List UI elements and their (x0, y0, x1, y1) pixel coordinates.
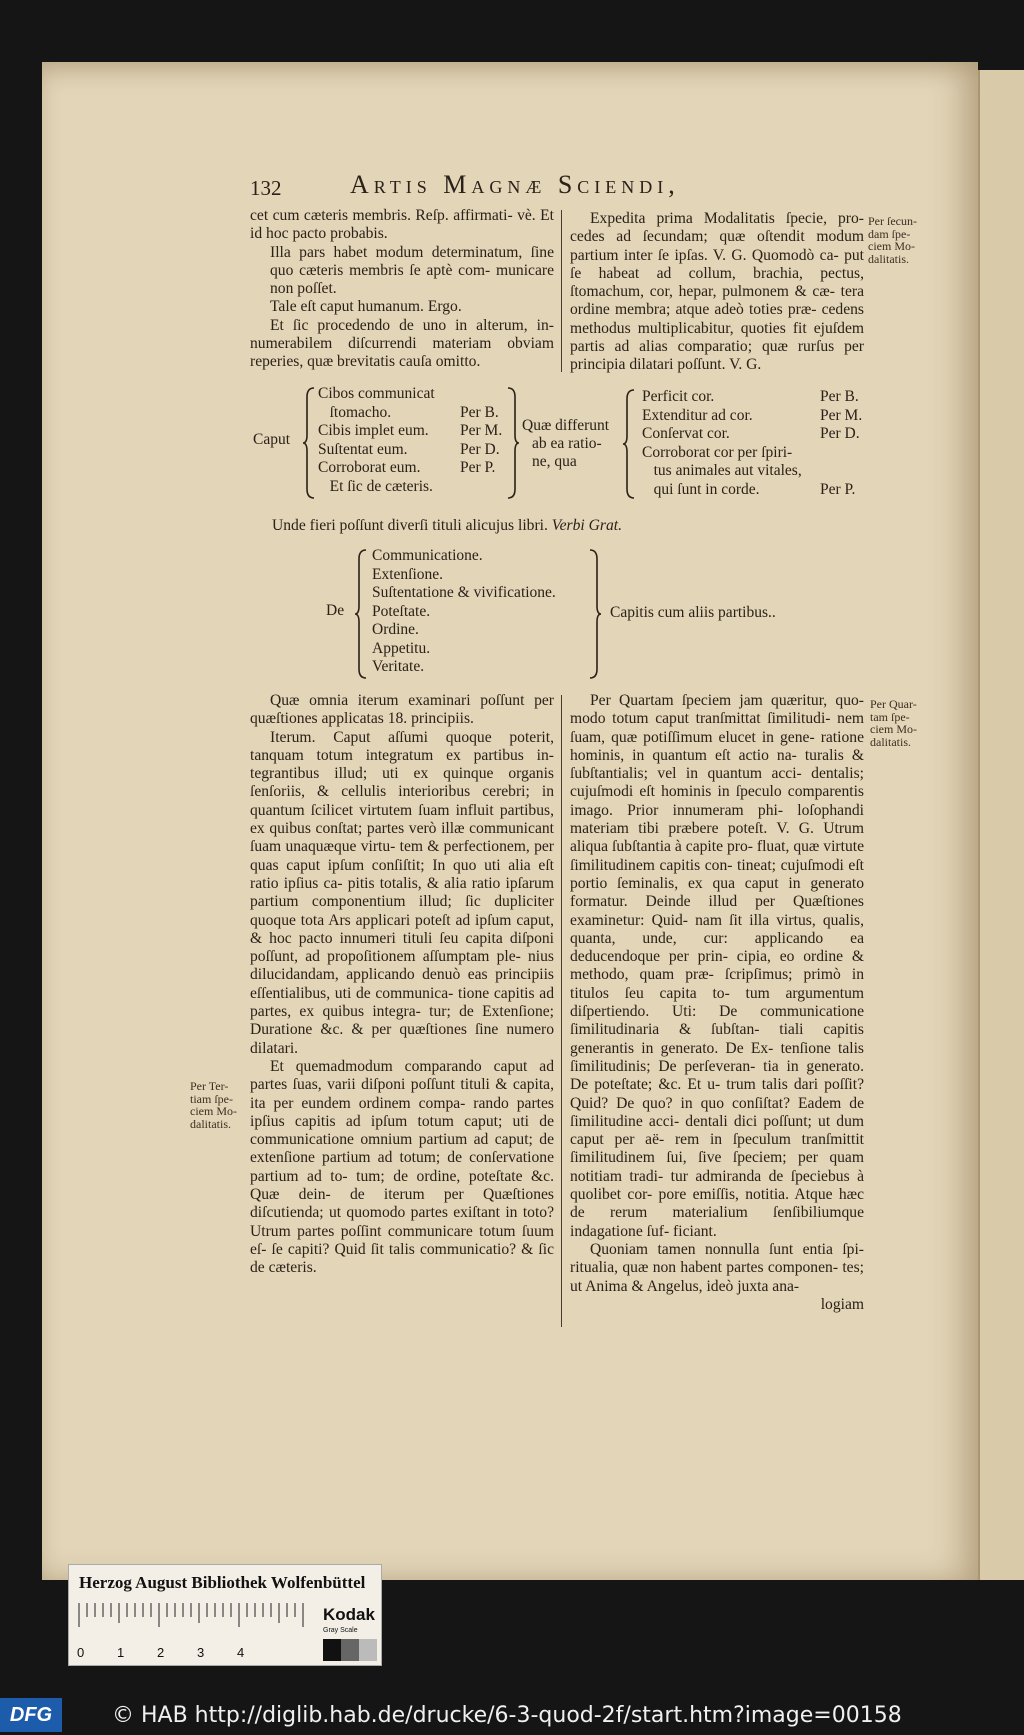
left-brace (302, 387, 316, 499)
top-left-column (250, 207, 554, 372)
unde-text: Unde fieri poſſunt diverſi tituli alicujus libri. (272, 517, 548, 534)
tree-middle-text (522, 417, 622, 471)
footer-bar (0, 1696, 1024, 1735)
tree-item-text: qui ſunt in corde. (642, 480, 760, 498)
tree-item-text: Extenditur ad cor. (642, 406, 753, 424)
dfg-logo: DFG (0, 1698, 62, 1732)
tree-item-text: Conſervat cor. (642, 425, 730, 442)
unde-line (272, 517, 622, 535)
tree-item-per: Per B. (820, 388, 859, 405)
tree-row (372, 658, 582, 677)
tree-root-caput: Caput (253, 431, 291, 448)
tree-left-items (318, 385, 514, 496)
running-title: Artis Magnæ Sciendi, (350, 170, 680, 199)
middle-line: ne, qua (532, 453, 577, 470)
tree-item-text: Extenſione. (372, 565, 444, 583)
tree-row (642, 407, 868, 426)
unde-italic: Verbi Grat. (551, 517, 622, 534)
tree-item-text: Ordine. (372, 621, 419, 638)
de-tree (320, 547, 840, 681)
tree-right-items (642, 388, 868, 499)
tree-row (372, 640, 582, 659)
scale-number: 1 (117, 1645, 125, 1660)
bottom-left-column (250, 692, 554, 1278)
running-header (250, 170, 870, 206)
column-rule-top (561, 210, 562, 372)
gray-scale-label: Gray Scale (323, 1627, 358, 1634)
tree-item-per: Per D. (820, 425, 860, 442)
middle-line: ab ea ratio- (532, 435, 602, 452)
tree-row (642, 462, 868, 481)
tree-item-text: ſtomacho. (318, 403, 392, 421)
tree-item-text: Poteſtate. (372, 602, 431, 620)
tree-item-text: Communicatione. (372, 547, 483, 564)
credit-link[interactable]: © HAB http://diglib.hab.de/drucke/6-3-quod-2f/start.htm?image=00158 (112, 1703, 902, 1728)
page-number: 132 (250, 176, 282, 200)
tree-row (372, 566, 582, 585)
tree-item-text: Perficit cor. (642, 388, 715, 405)
de-result: Capitis cum aliis partibus.. (610, 604, 776, 621)
tree-item-text: Et ſic de cæteris. (318, 477, 433, 495)
tree-row (372, 603, 582, 622)
paragraph: Illa pars habet modum determinatum, ſine quo cæteris membris ſe aptè com- municare non poſſet. (270, 243, 554, 298)
closing-brace-left (506, 387, 520, 499)
tree-row (642, 425, 868, 444)
bottom-right-column (570, 692, 864, 1314)
scale-number: 2 (157, 1645, 165, 1660)
tree-row (318, 404, 514, 423)
scale-number: 4 (237, 1645, 245, 1660)
tree-item-text: Suſtentat eum. (318, 440, 408, 458)
kodak-label: Kodak (323, 1605, 375, 1624)
tree-item-text: Suſtentatione & vivificatione. (372, 584, 556, 601)
facing-page-edge (978, 70, 1024, 1580)
scale-number: 3 (197, 1645, 205, 1660)
tree-root-de: De (326, 602, 345, 619)
tree-item-per: Per M. (820, 406, 863, 424)
right-brace (622, 389, 636, 499)
tree-row (318, 441, 514, 460)
middle-line: Quæ differunt (522, 417, 610, 434)
tree-item-text: Corroborat cor per ſpiri- (642, 443, 793, 461)
paragraph: logiam (820, 1295, 864, 1313)
de-closing-brace (588, 549, 602, 679)
tree-item-text: Cibos communicat (318, 385, 435, 402)
margin-note-second-species: Per ſecun- dam ſpe- ciem Mo- dalitatis. (868, 214, 917, 266)
margin-note-third-species: Per Ter- tiam ſpe- ciem Mo- dalitatis. (190, 1079, 237, 1131)
tree-row (642, 444, 868, 463)
tree-item-text: tus animales aut vitales, (642, 462, 802, 479)
tree-row (642, 388, 868, 407)
tree-row (318, 385, 514, 404)
paragraph: Iterum. Caput aſſumi quoque poterit, tanquam totum integratum ex partibus in- tegrantibus illud; uti ex quinque organis ſenſoriis, & cellulis interioribus cerebri; in quantum ſcilicet virtutem ſuam influit partibus, ex quibus conſtat; partes verò illæ communicant ſuam unaquæque virtu- tem & perfectionem, per quas caput ipſum conſiſtit; In quo uti alia eſt ratio ipſius ca- pitis totalis, & alia ratio ipſarum partium componentium illud; ſic dupliciter quoque tota Ars applicari poteſt ad ipſum caput, & hoc pacto innumeri tituli ſeu capita diſponi poſſunt, ad propoſitionem aſſumptam ple- nius dilucidandam, applicando denuò eas principiis eſſentialibus, uti de communica- tione capitis ad partes, ex quibus integra- tur; de Extenſione; Duratione &c. & per quæſtiones ſine numero dilatari. (250, 728, 554, 1057)
paragraph: Quoniam tamen nonnulla ſunt entia ſpi- ritualia, quæ non habent partes componen- tes; ut Anima & Angelus, ideò juxta ana- (570, 1240, 864, 1295)
tree-item-per: Per B. (460, 403, 499, 421)
caput-tree (250, 385, 870, 500)
de-brace (354, 549, 368, 679)
tree-row (372, 621, 582, 640)
tree-item-per: Per P. (820, 480, 856, 498)
tree-item-per: Per D. (460, 440, 500, 458)
paragraph: Per Quartam ſpeciem jam quæritur, quo- modo totum caput tranſmittat ſimilitudi- nem ſuam, quæ potiſſimum elucet in gene- ratione hominis, in quantum eſt actio na- turalis & ſubſtantialis; vel in quantum acci- dentalis; cujuſmodi eſt hominis in ſpeculo comparentis imago. Prior innumeram phi- loſophandi materiam tibi præbere poteſt. V. G. Utrum aliqua ſubſtantia à capite pro- fluat, quæ virtute ſimilitudinem capitis con- tineat; cujuſmodi eſt portio ſeminalis, ex qua caput in generato formatur. Deinde illud per Quæſtiones examinetur: Quid- nam ſit illa virtus, qualis, quanta, unde, cur: applicando ea deducendoque per prin- cipia, eo ordine & methodo, quam præ- ſcripſimus; primò in titulos ſeu capita to- tum argumentum diſpertiendo. Uti: De communicatione ſimilitudinaria & ſubſtan- tiali capitis generantis in generato. De Ex- tenſione talis ſimilitudinis; De perſeveran- tia in generato. De poteſtate; &c. Et u- trum talis dari poſſit? Quid? De quo? in quo conſiſtat? Eadem de ſimilitudine acci- dentali dici poſſunt; ut dum caput per aë- rem in ſpeculum tranſmittit ſimilitudinem ſui, ſive ſpeciem; per quam notitiam tradi- tur admiranda de ſpeciebus à quolibet cor- pore emiſſis, notitia. Atque hæc de rerum materialium ſenſibiliumque indagatione ſuf- ficiant. (570, 692, 864, 1240)
tree-row (642, 481, 868, 500)
tree-item-text: Veritate. (372, 658, 425, 675)
gray-swatch-dark (341, 1639, 359, 1661)
paragraph: Et quemadmodum comparando caput ad partes ſuas, varii diſponi poſſunt tituli & capita, ita per eundem ordinem compa- rando partes ipſius capitis ad ipſum totum caput; uti de communicatione omnium partium ad caput; de extenſione partium ad totum; de conſervatione partium ad to- tum; de ordine, poteſtate &c. Quæ dein- de iterum per Quæſtiones diſcutienda; ut quomodo partes exiſtant in toto? Utrum partes poſſint communicare totum ſuum eſ- ſe capiti? Quid ſit talis communicatio? & ſic de cæteris. (250, 1057, 554, 1277)
tree-item-text: Corroborat eum. (318, 459, 421, 476)
margin-note-fourth-species: Per Quar- tam ſpe- ciem Mo- dalitatis. (870, 697, 917, 749)
tree-row (318, 478, 514, 497)
paragraph: Et ſic procedendo de uno in alterum, in- numerabilem diſcurrendi materiam obviam reperies, quæ brevitatis cauſa omitto. (250, 316, 554, 371)
tree-row (318, 459, 514, 478)
tree-item-text: Cibis implet eum. (318, 422, 429, 439)
gray-swatch-black (323, 1639, 341, 1661)
tree-row (372, 547, 582, 566)
de-items (372, 547, 582, 677)
library-color-chart (68, 1564, 382, 1666)
paragraph: Tale eſt caput humanum. Ergo. (270, 298, 462, 316)
library-name: Herzog August Bibliothek Wolfenbüttel (79, 1573, 366, 1592)
column-rule-bottom (561, 695, 562, 1327)
ruler-icon (77, 1603, 307, 1629)
tree-item-text: Appetitu. (372, 639, 431, 657)
tree-row (372, 584, 582, 603)
tree-item-per: Per M. (460, 422, 503, 439)
paragraph: Expedita prima Modalitatis ſpecie, pro- cedes ad ſecundam; quæ oſtendit modum partium inter ſe ipſas. V. G. Quomodò ca- put ſe habeat ad collum, brachia, pectus, ſtomachum, cor, hepar, pulmonem & cæ- tera ordine membra; atque adeò toties præ- cedens methodus multiplicabitur, quoties fit ejuſdem partis ad alias comparatio; quæ rurſus per principia dilatari poſſunt. V. G. (570, 210, 864, 374)
gray-swatch-light (359, 1639, 377, 1661)
scale-number: 0 (77, 1645, 85, 1660)
tree-item-per: Per P. (460, 459, 496, 476)
paragraph: Quæ omnia iterum examinari poſſunt per quæſtiones applicatas 18. principiis. (250, 692, 554, 728)
paragraph: cet cum cæteris membris. Reſp. affirmati- vè. Et id hoc pacto probabis. (250, 207, 554, 243)
tree-row (318, 422, 514, 441)
top-right-column (570, 210, 864, 375)
